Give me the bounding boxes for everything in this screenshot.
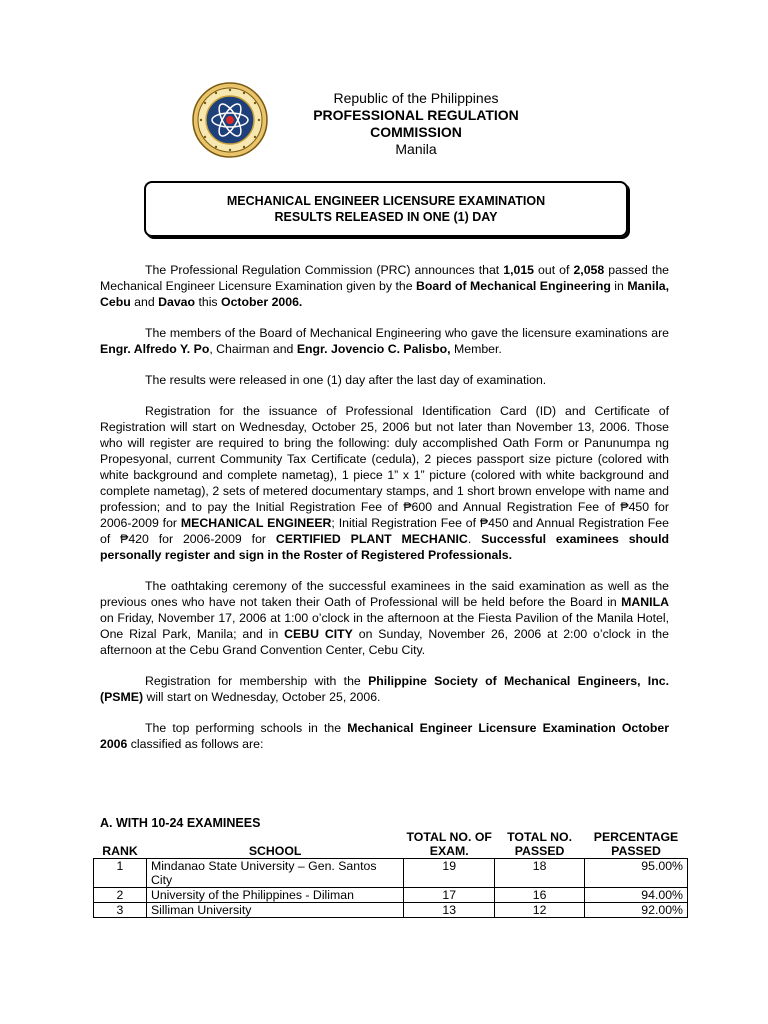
paragraph-board-members bbox=[100, 325, 669, 357]
header-republic: Republic of the Philippines bbox=[333, 90, 499, 106]
header-city: Manila bbox=[395, 141, 437, 157]
exam-name: Mechanical Engineer Licensure Examination October 2006 bbox=[100, 721, 669, 751]
board-name: Board of Mechanical Engineering bbox=[416, 279, 611, 293]
header-commission: PROFESSIONAL REGULATION COMMISSION bbox=[313, 107, 519, 140]
exam-date: October 2006. bbox=[221, 295, 303, 309]
venue-cebu: CEBU CITY bbox=[284, 627, 353, 641]
header-percentage: PERCENTAGE PASSED bbox=[593, 830, 679, 858]
header-rank: RANK bbox=[102, 844, 138, 858]
cell-pct: 95.00% bbox=[585, 859, 688, 888]
cell-exam: 19 bbox=[404, 859, 495, 888]
table-row bbox=[94, 859, 688, 888]
profession-cpm: CERTIFIED PLANT MECHANIC bbox=[275, 532, 468, 546]
cell-exam: 17 bbox=[404, 888, 495, 903]
text: on Friday, November 17, 2006 at 1:00 o’clock in the afternoon at the Fiesta Pavilion of the Manila Hotel, One Rizal Park, Manila; and in bbox=[100, 611, 669, 641]
psme-name: Philippine Society of Mechanical Engineers, Inc. (PSME) bbox=[100, 674, 669, 704]
text: The members of the Board of Mechanical Engineering who gave the licensure examinations are bbox=[145, 326, 669, 340]
cell-school: Silliman University bbox=[146, 903, 403, 918]
text: , Chairman and bbox=[209, 342, 297, 356]
member-name: Engr. Jovencio C. Palisbo, bbox=[296, 342, 451, 356]
header-total-exam: TOTAL NO. OF EXAM. bbox=[406, 830, 492, 858]
cell-passed: 18 bbox=[495, 859, 585, 888]
text: out of bbox=[534, 263, 574, 277]
text: Member. bbox=[450, 342, 502, 356]
cell-pct: 94.00% bbox=[585, 888, 688, 903]
text: this bbox=[195, 295, 222, 309]
cell-exam: 13 bbox=[404, 903, 495, 918]
text: . bbox=[467, 532, 482, 546]
text: ; Initial Registration Fee of ₱450 and Annual Registration Fee of ₱420 for 2006-2009 for bbox=[100, 516, 669, 546]
cell-pct: 92.00% bbox=[585, 903, 688, 918]
text: Registration for membership with the bbox=[145, 674, 369, 688]
results-table bbox=[93, 830, 688, 918]
cell-rank: 1 bbox=[94, 859, 147, 888]
cell-rank: 3 bbox=[94, 903, 147, 918]
section-title: A. WITH 10-24 EXAMINEES bbox=[100, 816, 261, 830]
paragraph-release: The results were released in one (1) day after the last day of examination. bbox=[145, 373, 547, 387]
chairman-name: Engr. Alfredo Y. Po bbox=[100, 342, 210, 356]
table-header-row bbox=[94, 830, 688, 859]
title-line-1: MECHANICAL ENGINEER LICENSURE EXAMINATION bbox=[226, 194, 546, 208]
table-row bbox=[94, 903, 688, 918]
text: The Professional Regulation Commission (PRC) announces that bbox=[145, 263, 504, 277]
prc-seal-icon bbox=[191, 81, 269, 159]
table-row bbox=[94, 888, 688, 903]
text: The top performing schools in the bbox=[145, 721, 348, 735]
letterhead bbox=[270, 90, 562, 158]
places: Manila, Cebu bbox=[100, 279, 669, 309]
title-line-2: RESULTS RELEASED IN ONE (1) DAY bbox=[274, 210, 498, 224]
text: on Sunday, November 26, 2006 at 2:00 o’clock in the afternoon at the Cebu Grand Convention Center, Cebu City. bbox=[100, 627, 669, 657]
paragraph-announcement bbox=[100, 262, 669, 310]
text: and bbox=[130, 295, 159, 309]
passed-count: 1,015 bbox=[503, 263, 535, 277]
text: The oathtaking ceremony of the successful examinees in the said examination as well as the previous ones who have not taken their Oath of Professional will be held before the Board in bbox=[100, 579, 669, 609]
venue-manila: MANILA bbox=[621, 595, 669, 609]
paragraph-oathtaking bbox=[100, 578, 669, 658]
paragraph-registration bbox=[100, 403, 669, 563]
header-total-passed: TOTAL NO. PASSED bbox=[507, 830, 573, 858]
text: passed the Mechanical Engineer Licensure Examination given by the bbox=[100, 263, 669, 293]
text: will start on Wednesday, October 25, 2006. bbox=[143, 690, 381, 704]
cell-rank: 2 bbox=[94, 888, 147, 903]
profession-me: MECHANICAL ENGINEER bbox=[180, 516, 332, 530]
place-davao: Davao bbox=[158, 295, 196, 309]
text: in bbox=[610, 279, 628, 293]
paragraph-top-schools bbox=[100, 720, 669, 752]
text: classified as follows are: bbox=[127, 737, 264, 751]
cell-school: Mindanao State University – Gen. Santos City bbox=[146, 859, 403, 888]
paragraph-psme bbox=[100, 673, 669, 705]
header-school: SCHOOL bbox=[248, 844, 302, 858]
cell-passed: 12 bbox=[495, 903, 585, 918]
cell-passed: 16 bbox=[495, 888, 585, 903]
roster-notice: Successful examinees should personally register and sign in the Roster of Registered Professionals. bbox=[100, 532, 669, 562]
total-count: 2,058 bbox=[573, 263, 605, 277]
body-text bbox=[100, 262, 669, 767]
text: Registration for the issuance of Professional Identification Card (ID) and Certificate of Registration will start on Wednesday, October 25, 2006 but not later than November 13, 2006. Those who will register are required to bring the following: duly accomplished Oath Form or Panunumpa ng Propesyonal, current Community Tax Certificate (cedula), 2 pieces passport size picture (colored with white background and complete nametag), 1 piece 1” x 1” picture (colored with white background and complete nametag), 2 sets of metered documentary stamps, and 1 short brown envelope with name and profession; and to pay the Initial Registration Fee of ₱600 and Annual Registration Fee of ₱450 for 2006-2009 for bbox=[100, 404, 669, 530]
title-box bbox=[144, 181, 628, 237]
cell-school: University of the Philippines - Diliman bbox=[146, 888, 403, 903]
